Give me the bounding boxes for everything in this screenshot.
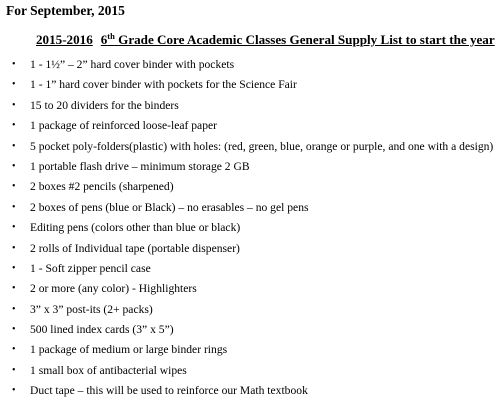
bullet-icon: • xyxy=(12,283,16,295)
school-year: 2015-2016 xyxy=(36,32,93,47)
list-item-text: 5 pocket poly-folders(plastic) with holes: (red, green, blue, orange or purple, and one with a design) xyxy=(30,139,494,153)
grade-suffix: th xyxy=(107,31,115,41)
bullet-icon: • xyxy=(12,364,16,376)
list-item-text: 2 rolls of Individual tape (portable dispenser) xyxy=(30,241,240,255)
list-item-text: 15 to 20 dividers for the binders xyxy=(30,98,179,112)
list-item-text: 2 boxes #2 pencils (sharpened) xyxy=(30,180,174,194)
bullet-icon: • xyxy=(12,201,16,213)
list-item-text: Duct tape – this will be used to reinforce our Math textbook xyxy=(30,384,308,398)
supply-list-title xyxy=(36,32,495,48)
bullet-icon: • xyxy=(12,79,16,91)
bullet-icon: • xyxy=(12,262,16,274)
bullet-icon: • xyxy=(12,99,16,111)
bullet-icon: • xyxy=(12,59,16,70)
list-item-text: 1 - Soft zipper pencil case xyxy=(30,261,151,275)
list-item-text: 2 or more (any color) - Highlighters xyxy=(30,282,197,296)
bullet-icon: • xyxy=(12,303,16,315)
list-item-text: 1 - 1½” – 2” hard cover binder with pockets xyxy=(30,58,235,71)
bullet-icon: • xyxy=(12,242,16,254)
list-item-text: 1 package of medium or large binder rings xyxy=(30,343,228,357)
bullet-icon: • xyxy=(12,344,16,356)
list-item-text: 1 portable flash drive – minimum storage 2 GB xyxy=(30,159,250,173)
list-title-text: Grade Core Academic Classes General Supply List to start the year xyxy=(118,32,495,47)
bullet-icon: • xyxy=(12,160,16,172)
list-item-text: 500 lined index cards (3” x 5”) xyxy=(30,323,174,337)
list-item-text: Editing pens (colors other than blue or black) xyxy=(30,221,241,235)
list-item-text: 1 - 1” hard cover binder with pockets for the Science Fair xyxy=(30,78,297,92)
bullet-icon: • xyxy=(12,181,16,193)
bullet-icon: • xyxy=(12,385,16,397)
list-item-text: 2 boxes of pens (blue or Black) – no erasables – no gel pens xyxy=(30,200,309,214)
date-heading: For September, 2015 xyxy=(6,3,125,18)
list-item-text: 3” x 3” post-its (2+ packs) xyxy=(30,302,153,316)
bullet-icon: • xyxy=(12,120,16,132)
bullet-icon: • xyxy=(12,324,16,336)
bullet-icon: • xyxy=(12,140,16,152)
bullet-icon: • xyxy=(12,222,16,234)
list-item-text: 1 small box of antibacterial wipes xyxy=(30,363,187,377)
list-item-text: 1 package of reinforced loose-leaf paper xyxy=(30,119,218,133)
grade-number: 6 xyxy=(100,32,108,47)
